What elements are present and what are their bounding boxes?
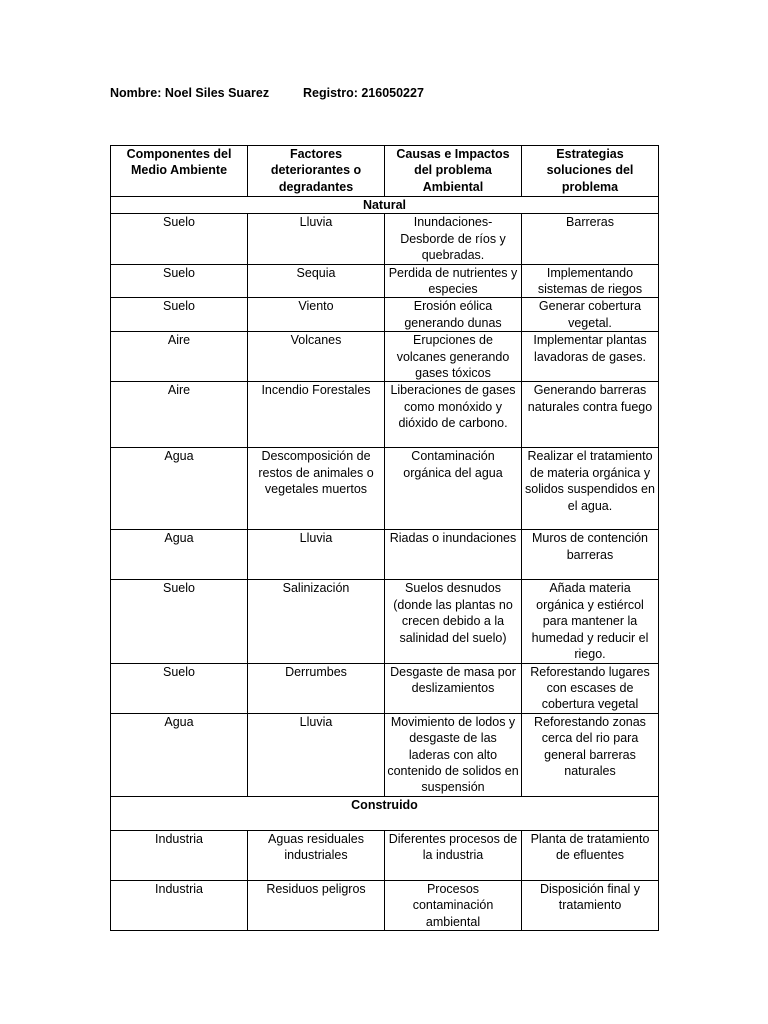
table-row <box>111 448 659 530</box>
table-cell: Reforestando zonas cerca del rio para general barreras naturales <box>522 713 659 796</box>
table-cell: Lluvia <box>248 530 385 580</box>
table-cell: Erosión eólica generando dunas <box>385 298 522 332</box>
table-row <box>111 530 659 580</box>
table-cell: Industria <box>111 830 248 880</box>
table-row <box>111 713 659 796</box>
table-cell: Aire <box>111 332 248 382</box>
environment-table <box>110 145 659 931</box>
column-header: Componentes del Medio Ambiente <box>111 146 248 197</box>
table-cell: Descomposición de restos de animales o vegetales muertos <box>248 448 385 530</box>
table-cell: Generando barreras naturales contra fuego <box>522 382 659 448</box>
table-cell: Barreras <box>522 214 659 264</box>
table-cell: Viento <box>248 298 385 332</box>
table-cell: Suelo <box>111 663 248 713</box>
table-cell: Volcanes <box>248 332 385 382</box>
table-row <box>111 264 659 298</box>
table-cell: Lluvia <box>248 713 385 796</box>
table-cell: Agua <box>111 448 248 530</box>
table-cell: Planta de tratamiento de efluentes <box>522 830 659 880</box>
table-cell: Riadas o inundaciones <box>385 530 522 580</box>
table-cell: Erupciones de volcanes generando gases tóxicos <box>385 332 522 382</box>
table-cell: Disposición final y tratamiento <box>522 880 659 930</box>
table-cell: Implementando sistemas de riegos <box>522 264 659 298</box>
table-cell: Aguas residuales industriales <box>248 830 385 880</box>
column-header: Factores deteriorantes o degradantes <box>248 146 385 197</box>
table-cell: Implementar plantas lavadoras de gases. <box>522 332 659 382</box>
table-cell: Realizar el tratamiento de materia orgánica y solidos suspendidos en el agua. <box>522 448 659 530</box>
table-cell: Derrumbes <box>248 663 385 713</box>
table-row <box>111 580 659 663</box>
table-cell: Movimiento de lodos y desgaste de las laderas con alto contenido de solidos en suspensión <box>385 713 522 796</box>
table-row <box>111 830 659 880</box>
table-cell: Muros de contención barreras <box>522 530 659 580</box>
table-cell: Suelo <box>111 298 248 332</box>
table-cell: Reforestando lugares con escases de cobertura vegetal <box>522 663 659 713</box>
table-row <box>111 214 659 264</box>
table-cell: Suelos desnudos (donde las plantas no crecen debido a la salinidad del suelo) <box>385 580 522 663</box>
column-header: Estrategias soluciones del problema <box>522 146 659 197</box>
table-cell: Liberaciones de gases como monóxido y dióxido de carbono. <box>385 382 522 448</box>
section-construido: Construido <box>111 796 659 830</box>
table-cell: Perdida de nutrientes y especies <box>385 264 522 298</box>
table-cell: Residuos peligros <box>248 880 385 930</box>
table-cell: Suelo <box>111 580 248 663</box>
table-cell: Desgaste de masa por deslizamientos <box>385 663 522 713</box>
table-header-row <box>111 146 659 197</box>
table-cell: Procesos contaminación ambiental <box>385 880 522 930</box>
table-cell: Suelo <box>111 264 248 298</box>
table-row <box>111 880 659 930</box>
document-header <box>110 86 424 100</box>
table-cell: Sequia <box>248 264 385 298</box>
table-cell: Generar cobertura vegetal. <box>522 298 659 332</box>
table-cell: Inundaciones- Desborde de ríos y quebradas. <box>385 214 522 264</box>
table-cell: Salinización <box>248 580 385 663</box>
table-cell: Suelo <box>111 214 248 264</box>
table-cell: Añada materia orgánica y estiércol para mantener la humedad y reducir el riego. <box>522 580 659 663</box>
table-cell: Industria <box>111 880 248 930</box>
table-cell: Agua <box>111 713 248 796</box>
table-row <box>111 663 659 713</box>
table-cell: Diferentes procesos de la industria <box>385 830 522 880</box>
table-row <box>111 332 659 382</box>
student-registro: Registro: 216050227 <box>303 86 424 100</box>
student-name: Nombre: Noel Siles Suarez <box>110 86 270 100</box>
table-cell: Contaminación orgánica del agua <box>385 448 522 530</box>
column-header: Causas e Impactos del problema Ambiental <box>385 146 522 197</box>
table-row <box>111 382 659 448</box>
section-natural: Natural <box>111 197 659 214</box>
table-row <box>111 298 659 332</box>
table-cell: Incendio Forestales <box>248 382 385 448</box>
table-cell: Lluvia <box>248 214 385 264</box>
table-cell: Aire <box>111 382 248 448</box>
table-cell: Agua <box>111 530 248 580</box>
